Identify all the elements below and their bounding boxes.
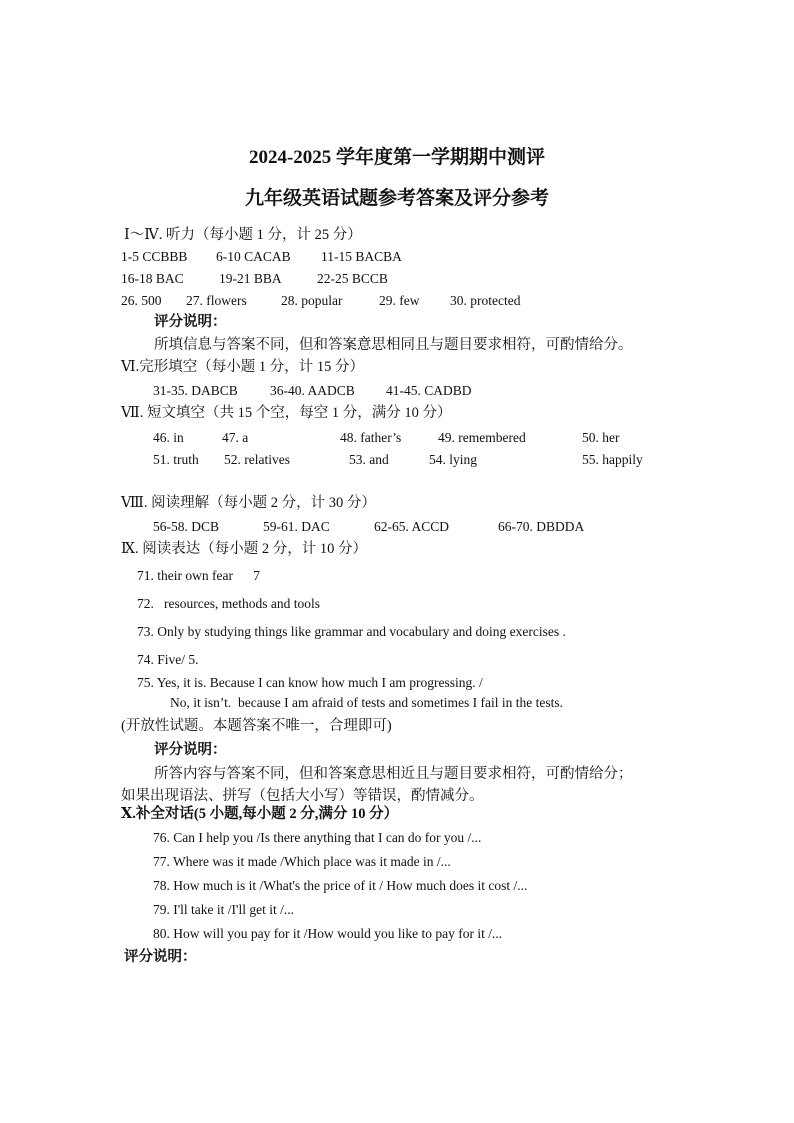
- answer-group: 59-61. DAC: [263, 519, 330, 534]
- answer-line: 75. Yes, it is. Because I can know how much I am progressing. /: [137, 675, 483, 690]
- answer-line: 77. Where was it made /Which place was it made in /...: [153, 854, 451, 869]
- answer-line: No, it isn’t. because I am afraid of tests and sometimes I fail in the tests.: [170, 695, 564, 710]
- answer-item: 52. relatives: [224, 452, 290, 467]
- answer-item: 29. few: [379, 293, 420, 308]
- answer-line: 71. their own fear 7: [137, 568, 260, 583]
- scoring-note-label: 评分说明：: [154, 742, 227, 758]
- answer-group: 16-18 BAC: [121, 271, 184, 286]
- answer-group: 41-45. CADBD: [386, 383, 472, 398]
- answer-line: 72. resources, methods and tools: [137, 596, 320, 611]
- answer-group: 66-70. DBDDA: [498, 519, 585, 534]
- answer-group: 22-25 BCCB: [317, 271, 388, 286]
- scoring-note-label: 评分说明：: [124, 949, 197, 965]
- section-cloze-heading: Ⅵ.完形填空（每小题 1 分，计 15 分）: [121, 359, 364, 375]
- section-reading-heading: Ⅷ. 阅读理解（每小题 2 分，计 30 分）: [121, 495, 376, 511]
- answer-item: 47. a: [222, 430, 249, 445]
- answer-item: 51. truth: [153, 452, 199, 467]
- answer-item: 46. in: [153, 430, 184, 445]
- answer-group: 36-40. AADCB: [270, 383, 355, 398]
- answer-line: 78. How much is it /What's the price of it / How much does it cost /...: [153, 878, 528, 893]
- answer-group: 11-15 BACBA: [321, 249, 402, 264]
- section-listening-heading: Ⅰ～Ⅳ. 听力（每小题 1 分，计 25 分）: [124, 227, 362, 243]
- section-reading-expression-heading: Ⅸ. 阅读表达（每小题 2 分，计 10 分）: [121, 541, 367, 557]
- answer-group: 1-5 CCBBB: [121, 249, 188, 264]
- answer-item: 28. popular: [281, 293, 343, 308]
- answer-item: 55. happily: [582, 452, 643, 467]
- answer-item: 50. her: [582, 430, 620, 445]
- answer-group: 56-58. DCB: [153, 519, 220, 534]
- answer-item: 48. father’s: [340, 430, 402, 445]
- answer-item: 53. and: [349, 452, 389, 467]
- section-passage-fill-heading: Ⅶ. 短文填空（共 15 个空，每空 1 分，满分 10 分）: [121, 405, 452, 421]
- scoring-note-text: 所填信息与答案不同，但和答案意思相同且与题目要求相符，可酌情给分。: [154, 337, 633, 353]
- answer-item: 54. lying: [429, 452, 478, 467]
- page-subtitle: 九年级英语试题参考答案及评分参考: [244, 188, 549, 209]
- answer-line: 73. Only by studying things like grammar and vocabulary and doing exercises .: [137, 624, 566, 639]
- answer-item: 30. protected: [450, 293, 521, 308]
- answer-group: 62-65. ACCD: [374, 519, 450, 534]
- answer-group: 31-35. DABCB: [153, 383, 238, 398]
- answer-item: 26. 500: [121, 293, 162, 308]
- answer-line: 74. Five/ 5.: [137, 652, 199, 667]
- answer-group: 6-10 CACAB: [216, 249, 291, 264]
- answer-item: 27. flowers: [186, 293, 247, 308]
- scoring-note-label: 评分说明：: [154, 314, 227, 330]
- answer-group: 19-21 BBA: [219, 271, 282, 286]
- page-title: 2024-2025 学年度第一学期期中测评: [248, 147, 546, 168]
- answer-line: 80. How will you pay for it /How would you like to pay for it /...: [153, 926, 503, 941]
- section-dialogue-heading: Ⅹ.补全对话(5 小题,每小题 2 分,满分 10 分）: [121, 806, 399, 822]
- answer-item: 49. remembered: [438, 430, 526, 445]
- scoring-note-text: 如果出现语法、拼写（包括大小写）等错误，酌情减分。: [121, 788, 484, 804]
- open-question-note: (开放性试题。本题答案不唯一，合理即可): [121, 718, 392, 734]
- answer-line: 76. Can I help you /Is there anything that I can do for you /...: [153, 830, 482, 845]
- answer-line: 79. I'll take it /I'll get it /...: [153, 902, 294, 917]
- scoring-note-text: 所答内容与答案不同，但和答案意思相近且与题目要求相符，可酌情给分；: [154, 766, 633, 782]
